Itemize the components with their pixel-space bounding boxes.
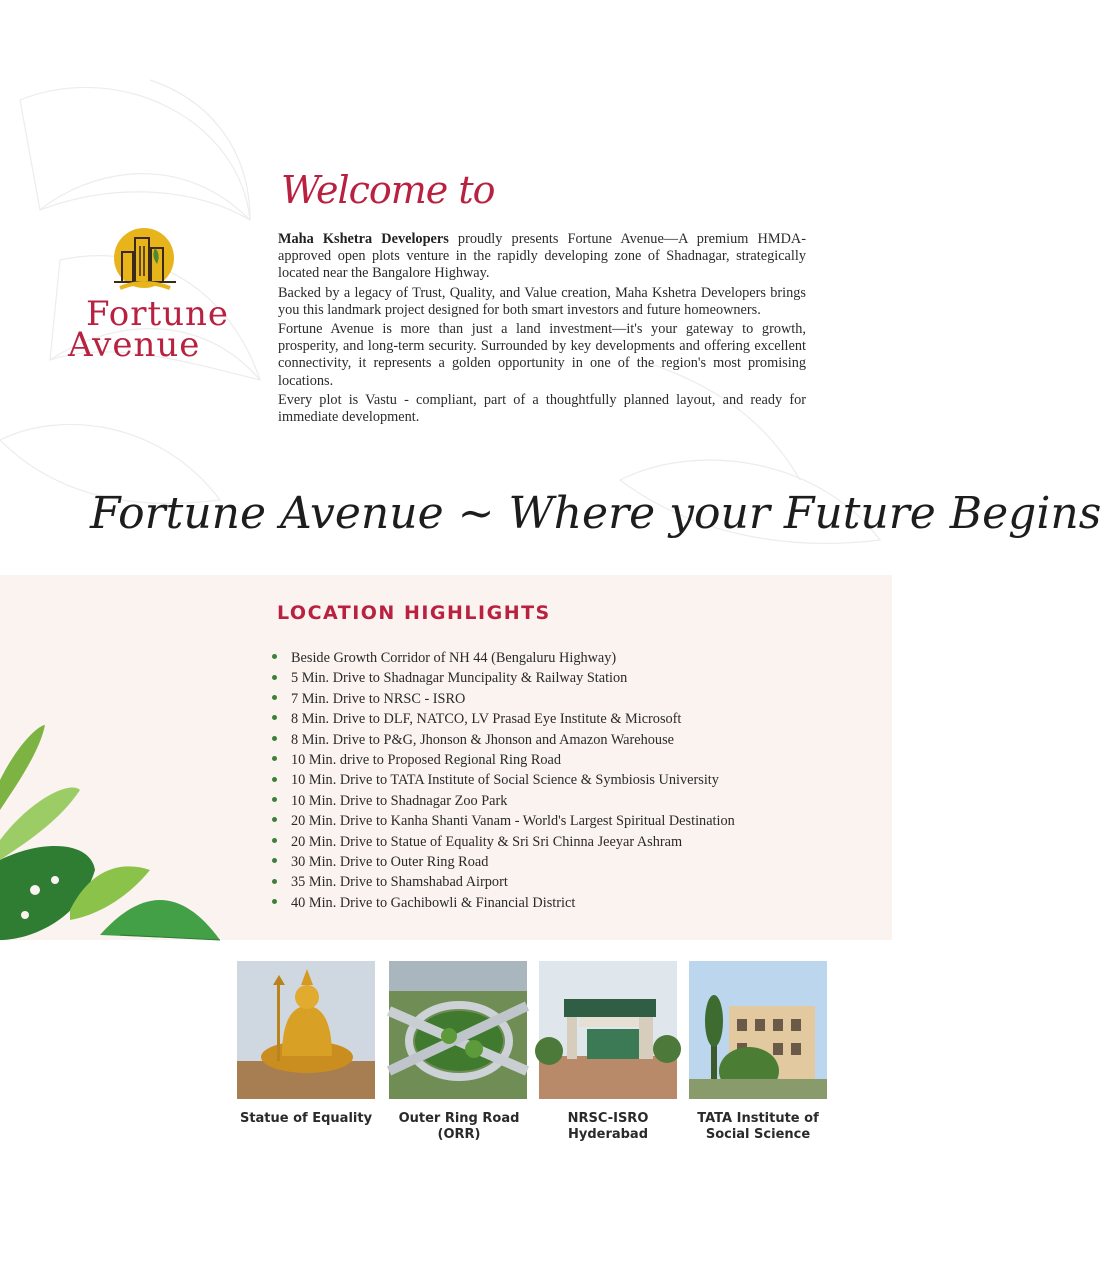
bullet-icon bbox=[272, 879, 277, 884]
logo-line2: Avenue bbox=[68, 325, 201, 365]
list-item-text: 8 Min. Drive to P&G, Jhonson & Jhonson and Amazon Warehouse bbox=[291, 731, 674, 748]
list-item-text: 10 Min. Drive to Shadnagar Zoo Park bbox=[291, 792, 508, 809]
list-item-text: Beside Growth Corridor of NH 44 (Bengaluru Highway) bbox=[291, 650, 617, 666]
intro-paragraph-1 bbox=[278, 231, 806, 283]
list-item bbox=[272, 893, 735, 913]
list-item bbox=[272, 689, 735, 709]
list-item-text: 8 Min. Drive to DLF, NATCO, LV Prasad Eye Institute & Microsoft bbox=[291, 711, 682, 728]
location-highlights-list bbox=[272, 648, 735, 913]
bullet-icon bbox=[272, 838, 277, 843]
bullet-icon bbox=[272, 695, 277, 700]
landmark-caption-statue bbox=[231, 1111, 381, 1127]
caption-line2: (ORR) bbox=[437, 1127, 481, 1142]
caption-line2: Hyderabad bbox=[567, 1127, 649, 1142]
bullet-icon bbox=[272, 777, 277, 782]
bullet-icon bbox=[272, 654, 277, 659]
list-item bbox=[272, 750, 735, 770]
list-item-text: 20 Min. Drive to Kanha Shanti Vanam - World's Largest Spiritual Destination bbox=[291, 813, 735, 830]
list-item-text: 10 Min. drive to Proposed Regional Ring Road bbox=[291, 751, 562, 768]
developer-name: Maha Kshetra Developers bbox=[278, 231, 449, 247]
bullet-icon bbox=[272, 736, 277, 741]
list-item bbox=[272, 709, 735, 729]
bullet-icon bbox=[272, 675, 277, 680]
list-item-text: 35 Min. Drive to Shamshabad Airport bbox=[291, 874, 508, 891]
list-item-text: 10 Min. Drive to TATA Institute of Social Science & Symbiosis University bbox=[291, 772, 719, 789]
caption-line1: Statue of Equality bbox=[239, 1111, 373, 1126]
list-item-text: 40 Min. Drive to Gachibowli & Financial District bbox=[291, 894, 576, 911]
intro-paragraph-1-rest: proudly presents Fortune Avenue—A premium HMDA-approved open plots venture in the rapidly developing zone of Shadnagar, strategically located near the Bangalore Highway. bbox=[278, 231, 806, 282]
list-item bbox=[272, 668, 735, 688]
caption-line1: TATA Institute of bbox=[697, 1111, 819, 1126]
list-item bbox=[272, 648, 735, 668]
list-item bbox=[272, 791, 735, 811]
intro-paragraph-4: Every plot is Vastu - compliant, part of a thoughtfully planned layout, and ready for immediate development. bbox=[278, 391, 806, 426]
landmark-caption-nrsc bbox=[533, 1111, 683, 1143]
tropical-leaves-decoration bbox=[0, 720, 230, 945]
welcome-heading: Welcome to bbox=[281, 168, 495, 212]
list-item-text: 30 Min. Drive to Outer Ring Road bbox=[291, 853, 489, 870]
bullet-icon bbox=[272, 817, 277, 822]
list-item-text: 20 Min. Drive to Statue of Equality & Sri Sri Chinna Jeeyar Ashram bbox=[291, 833, 683, 850]
list-item-text: 7 Min. Drive to NRSC - ISRO bbox=[291, 690, 466, 707]
fortune-avenue-logo bbox=[60, 222, 230, 372]
outer-ring-road-photo bbox=[389, 961, 527, 1099]
caption-line1: Outer Ring Road bbox=[398, 1111, 520, 1126]
bullet-icon bbox=[272, 715, 277, 720]
intro-paragraph-3: Fortune Avenue is more than just a land investment—it's your gateway to growth, prosperity, and long-term security. Surrounded by key developments and offering excellent connectivity, it represents a golden opportunity in one of the region's most promising locations. bbox=[278, 321, 806, 389]
list-item bbox=[272, 832, 735, 852]
statue-of-equality-photo bbox=[237, 961, 375, 1099]
tata-institute-photo bbox=[689, 961, 827, 1099]
caption-line1: NRSC-ISRO bbox=[567, 1111, 649, 1126]
bullet-icon bbox=[272, 797, 277, 802]
location-highlights-title: LOCATION HIGHLIGHTS bbox=[277, 602, 551, 624]
bullet-icon bbox=[272, 858, 277, 863]
landmark-caption-tata bbox=[683, 1111, 833, 1143]
bullet-icon bbox=[272, 756, 277, 761]
logo-line1: Fortune bbox=[86, 294, 230, 334]
list-item-text: 5 Min. Drive to Shadnagar Muncipality & Railway Station bbox=[291, 670, 628, 687]
list-item bbox=[272, 872, 735, 892]
list-item bbox=[272, 811, 735, 831]
caption-line2: Social Science bbox=[705, 1127, 811, 1142]
landmark-caption-orr bbox=[384, 1111, 534, 1143]
intro-paragraph-2: Backed by a legacy of Trust, Quality, and Value creation, Maha Kshetra Developers brings you this landmark project designed for both smart investors and future homeowners. bbox=[278, 284, 806, 318]
list-item bbox=[272, 852, 735, 872]
nrsc-isro-photo bbox=[539, 961, 677, 1099]
bullet-icon bbox=[272, 899, 277, 904]
tagline: Fortune Avenue ~ Where your Future Begins bbox=[90, 488, 1101, 539]
list-item bbox=[272, 770, 735, 790]
intro-text bbox=[278, 231, 806, 428]
list-item bbox=[272, 730, 735, 750]
